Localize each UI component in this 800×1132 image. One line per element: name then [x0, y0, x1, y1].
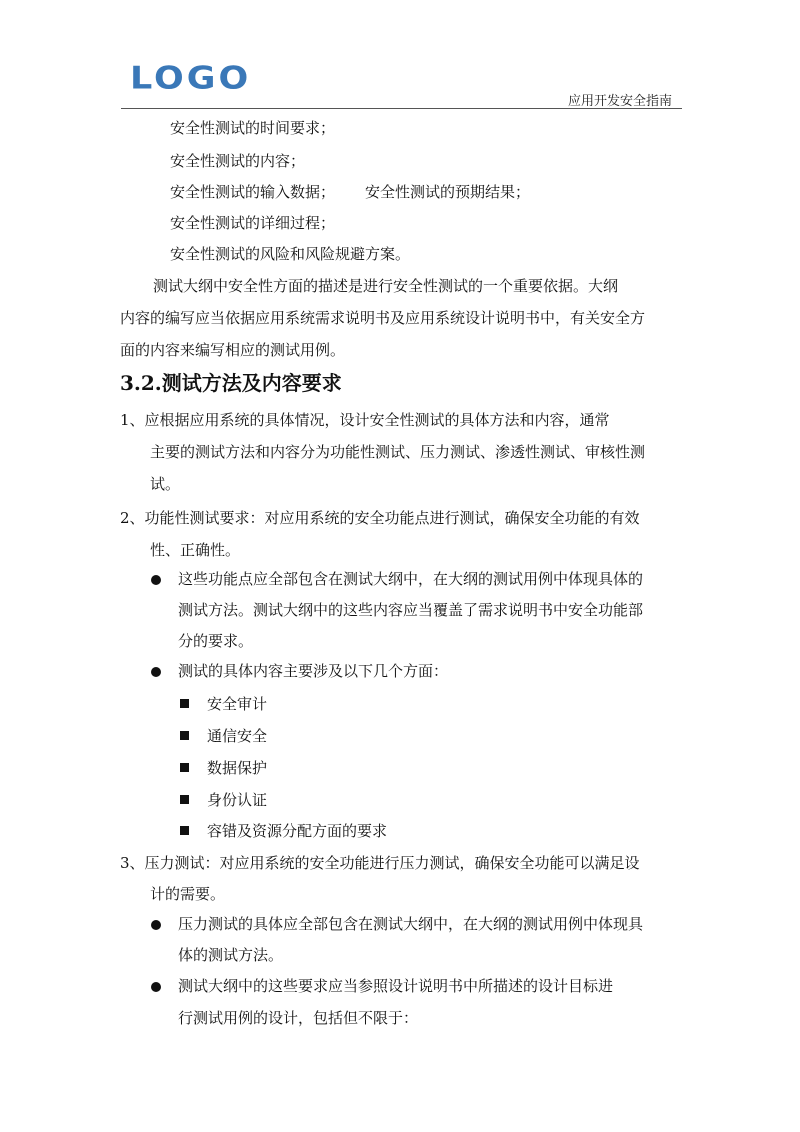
bullet-line: 压力测试的具体应全部包含在测试大纲中，在大纲的测试用例中体现具	[178, 915, 644, 933]
square-bullet-icon	[180, 795, 189, 804]
numbered-item-line: 试。	[150, 475, 181, 493]
intro-list-item: 安全性测试的时间要求；	[170, 119, 336, 137]
numbered-item-line: 性、正确性。	[150, 541, 241, 559]
square-bullet-icon	[180, 699, 189, 708]
numbered-item-line: 2、功能性测试要求：对应用系统的安全功能点进行测试，确保安全功能的有效	[120, 509, 640, 527]
intro-list-item: 安全性测试的风险和风险规避方案。	[170, 245, 411, 263]
numbered-item-line: 主要的测试方法和内容分为功能性测试、压力测试、渗透性测试、审核性测	[150, 443, 646, 461]
logo: LOGO	[130, 61, 252, 97]
intro-list-item: 安全性测试的详细过程；	[170, 214, 336, 232]
document-title: 应用开发安全指南	[567, 94, 672, 109]
square-bullet-icon	[180, 763, 189, 772]
numbered-item-line: 1、应根据应用系统的具体情况，设计安全性测试的具体方法和内容，通常	[120, 411, 610, 429]
intro-list-item: 安全性测试的预期结果；	[365, 183, 531, 201]
bullet-line: 测试大纲中的这些要求应当参照设计说明书中所描述的设计目标进	[178, 977, 614, 995]
bullet-line: 行测试用例的设计，包括但不限于：	[178, 1009, 419, 1027]
bullet-line: 测试的具体内容主要涉及以下几个方面：	[178, 662, 449, 680]
sub-item: 身份认证	[207, 791, 268, 809]
bullet-dot-icon	[151, 920, 161, 930]
bullet-line: 分的要求。	[178, 632, 254, 650]
bullet-dot-icon	[151, 575, 161, 585]
bullet-dot-icon	[151, 982, 161, 992]
sub-item: 容错及资源分配方面的要求	[207, 822, 388, 840]
sub-item: 通信安全	[207, 727, 268, 745]
paragraph-line: 测试大纲中安全性方面的描述是进行安全性测试的一个重要依据。大纲	[153, 277, 619, 295]
bullet-dot-icon	[151, 667, 161, 677]
sub-item: 安全审计	[207, 695, 268, 713]
bullet-line: 这些功能点应全部包含在测试大纲中，在大纲的测试用例中体现具体的	[178, 570, 644, 588]
header-divider	[121, 108, 682, 109]
intro-list-item: 安全性测试的内容；	[170, 152, 306, 170]
section-heading: 3.2.测试方法及内容要求	[120, 371, 342, 395]
paragraph-line: 内容的编写应当依据应用系统需求说明书及应用系统设计说明书中，有关安全方	[120, 309, 646, 327]
paragraph-line: 面的内容来编写相应的测试用例。	[120, 341, 346, 359]
intro-list-item: 安全性测试的输入数据；	[170, 183, 336, 201]
square-bullet-icon	[180, 731, 189, 740]
bullet-line: 体的测试方法。	[178, 946, 284, 964]
bullet-line: 测试方法。测试大纲中的这些内容应当覆盖了需求说明书中安全功能部	[178, 601, 644, 619]
square-bullet-icon	[180, 826, 189, 835]
sub-item: 数据保护	[207, 759, 268, 777]
numbered-item-line: 3、压力测试：对应用系统的安全功能进行压力测试，确保安全功能可以满足设	[120, 854, 640, 872]
numbered-item-line: 计的需要。	[150, 885, 226, 903]
